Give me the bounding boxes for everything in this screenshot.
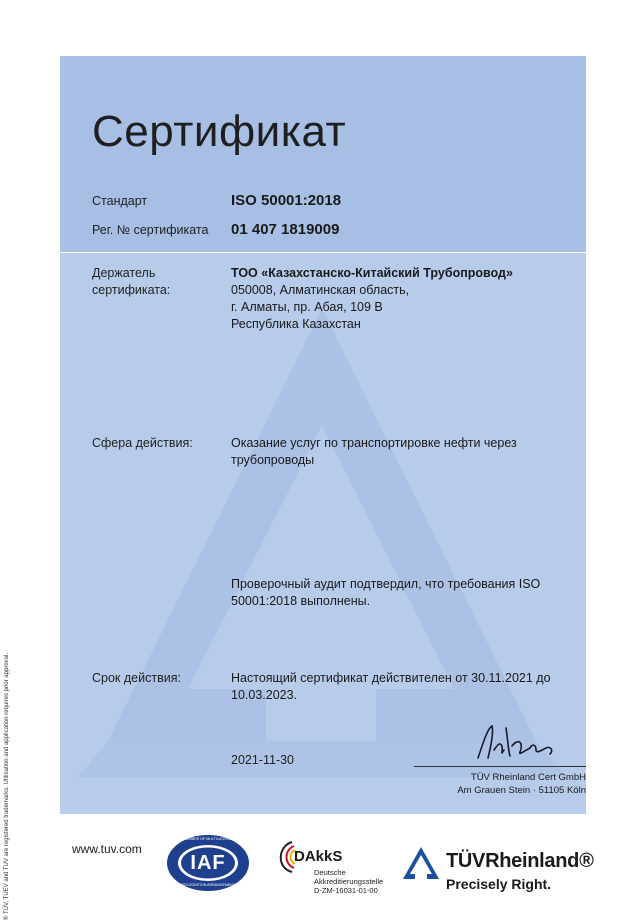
- iaf-logo-text: IAF: [190, 852, 226, 874]
- issuer-address: Am Grauen Stein · 51105 Köln: [457, 785, 586, 796]
- signature: [470, 720, 560, 764]
- holder-label: [92, 265, 170, 299]
- trademark-note: ® TÜV, TUEV and TUV are registered trademarks. Utilisation and application requires prior approval.: [4, 653, 10, 920]
- dakks-emblem-icon: [274, 840, 296, 874]
- tuv-brand-name: TÜVRheinland®: [446, 850, 594, 872]
- dakks-logo-text: DAkkS: [294, 848, 343, 865]
- audit-line: 50001:2018 выполнены.: [231, 594, 371, 608]
- holder-address-line: Республика Казахстан: [231, 317, 361, 331]
- holder-label-line: сертификата:: [92, 283, 171, 297]
- holder-label-line: Держатель: [92, 266, 156, 280]
- holder-address-line: г. Алматы, пр. Абая, 109 В: [231, 300, 383, 314]
- issuer-name: TÜV Rheinland Cert GmbH: [470, 772, 586, 783]
- reg-number-value: 01 407 1819009: [231, 221, 340, 238]
- signature-line: [414, 766, 586, 767]
- iaf-ring-text-top: MEMBER OF MULTILATERAL: [183, 837, 233, 841]
- validity-line: Настоящий сертификат действителен от 30.11.2021 до: [231, 671, 551, 685]
- tuv-rheinland-logo: [402, 840, 612, 896]
- dakks-logo: [274, 838, 384, 898]
- dakks-line3: D-ZM-16031-01-00: [314, 886, 378, 895]
- standard-value: ISO 50001:2018: [231, 192, 342, 209]
- dakks-line1: Deutsche: [314, 868, 346, 877]
- certificate-title: Сертификат: [92, 107, 347, 156]
- scope-line: Оказание услуг по транспортировке нефти через: [231, 436, 517, 450]
- audit-line: Проверочный аудит подтвердил, что требования ISO: [231, 577, 541, 591]
- scope-value: [231, 435, 517, 469]
- validity-value: [231, 670, 551, 704]
- validity-label: Срок действия:: [92, 671, 181, 685]
- reg-number-label: Рег. № сертификата: [92, 223, 209, 237]
- iaf-logo: [166, 834, 250, 892]
- tuv-triangle-icon: [402, 846, 440, 880]
- dakks-line2: Akkreditierungsstelle: [314, 877, 384, 886]
- validity-line: 10.03.2023.: [231, 688, 298, 702]
- scope-line: трубопроводы: [231, 453, 315, 467]
- audit-statement: [231, 576, 540, 610]
- holder-address-line: 050008, Алматинская область,: [231, 283, 410, 297]
- holder-details: [231, 265, 513, 333]
- iaf-ring-text-bottom: RECOGNITION ARRANGEMENT: [180, 883, 236, 887]
- holder-name: ТОО «Казахстанско-Китайский Трубопровод»: [231, 266, 513, 280]
- tuv-slogan: Precisely Right.: [446, 876, 552, 892]
- website-link[interactable]: www.tuv.com: [72, 842, 142, 856]
- standard-label: Стандарт: [92, 194, 148, 208]
- issue-date: 2021-11-30: [231, 753, 295, 767]
- scope-label: Сфера действия:: [92, 436, 193, 450]
